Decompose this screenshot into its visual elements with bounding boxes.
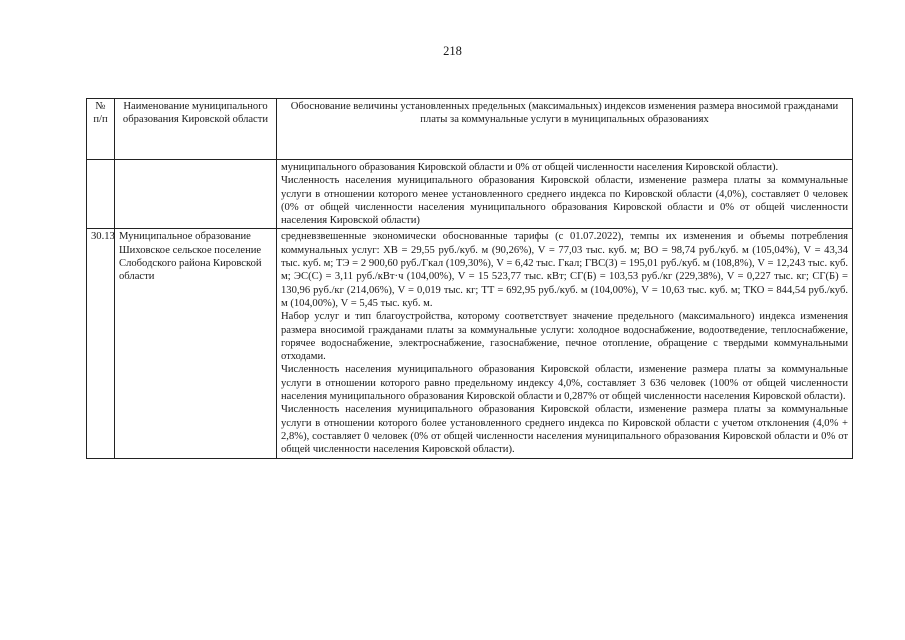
- paragraph: Численность населения муниципального образования Кировской области, изменение размера платы за коммунальные услуги в отношении которого менее установленного среднего индекса по Кировской области (4,0%), составляет 0 человек (0% от общей численности населения муниципального образования Кировской области и 0% от общей численности населения Кировской области): [281, 175, 848, 227]
- indices-table: [86, 98, 853, 459]
- header-number: № п/п: [87, 99, 115, 160]
- paragraph: средневзвешенные экономически обоснованные тарифы (с 01.07.2022), темпы их изменения и объемы потребления коммунальных услуг: ХВ = 29,55 руб./куб. м (90,26%), V = 77,03 тыс. куб. м; ВО = 98,74 руб./куб. м (105,04%), V = 43,34 тыс. куб. м; ТЭ = 2 900,60 руб./Гкал (109,30%), V = 6,42 тыс. Гкал; ГВС(З) = 195,01 руб./куб. м (108,8%), V = 12,243 тыс. куб. м; ЭС(С) = 3,11 руб./кВт·ч (104,00%), V = 15 523,77 тыс. кВт; СГ(Б) = 103,53 руб./кг (229,38%), V = 0,227 тыс. кг; СГ(Б) = 130,96 руб./кг (214,06%), V = 0,019 тыс. кг; ТТ = 692,95 руб./куб. м (104,00%), V = 10,63 тыс. куб. м; ТКО = 844,54 руб./куб. м (104,00%), V = 5,45 тыс. куб. м.: [281, 231, 848, 309]
- row-municipality: Муниципальное образование Шиховское сельское поселение Слободского района Кировской области: [115, 229, 277, 458]
- header-municipality: Наименование муниципального образования Кировской области: [115, 99, 277, 160]
- page-number: 218: [443, 44, 462, 58]
- paragraph: Численность населения муниципального образования Кировской области, изменение размера платы за коммунальные услуги в отношении которого более установленного среднего индекса по Кировской области с учетом отклонения (4,0% + 2,8%), составляет 0 человек (0% от общей численности населения муниципального образования Кировской области и 0% от общей численности населения Кировской области).: [281, 404, 848, 456]
- paragraph: Набор услуг и тип благоустройства, которому соответствует значение предельного (максимального) индекса изменения размера вносимой гражданами платы за коммунальные услуги: холодное водоснабжение, водоотведение, теплоснабжение, горячее водоснабжение, электроснабжение, газоснабжение, печное отопление, обращение с твердыми коммунальными отходами.: [281, 311, 848, 363]
- row-number: 30.13: [87, 229, 115, 458]
- row-justification: [277, 229, 853, 458]
- header-justification: Обоснование величины установленных предельных (максимальных) индексов изменения размера вносимой гражданами платы за коммунальные услуги в муниципальных образованиях: [277, 99, 853, 160]
- table-row-continued: [87, 160, 853, 229]
- paragraph: Численность населения муниципального образования Кировской области, изменение размера платы за коммунальные услуги в отношении которого равно предельному индексу 4,0%, составляет 3 636 человек (100% от общей численности населения муниципального образования Кировской области и 0,287% от общей численности населения Кировской области).: [281, 364, 848, 403]
- row-justification: [277, 160, 853, 229]
- row-number: [87, 160, 115, 229]
- table-row-30-13: [87, 229, 853, 458]
- table-header-row: [87, 99, 853, 160]
- paragraph: муниципального образования Кировской области и 0% от общей численности населения Кировской области).: [281, 162, 779, 173]
- row-municipality: [115, 160, 277, 229]
